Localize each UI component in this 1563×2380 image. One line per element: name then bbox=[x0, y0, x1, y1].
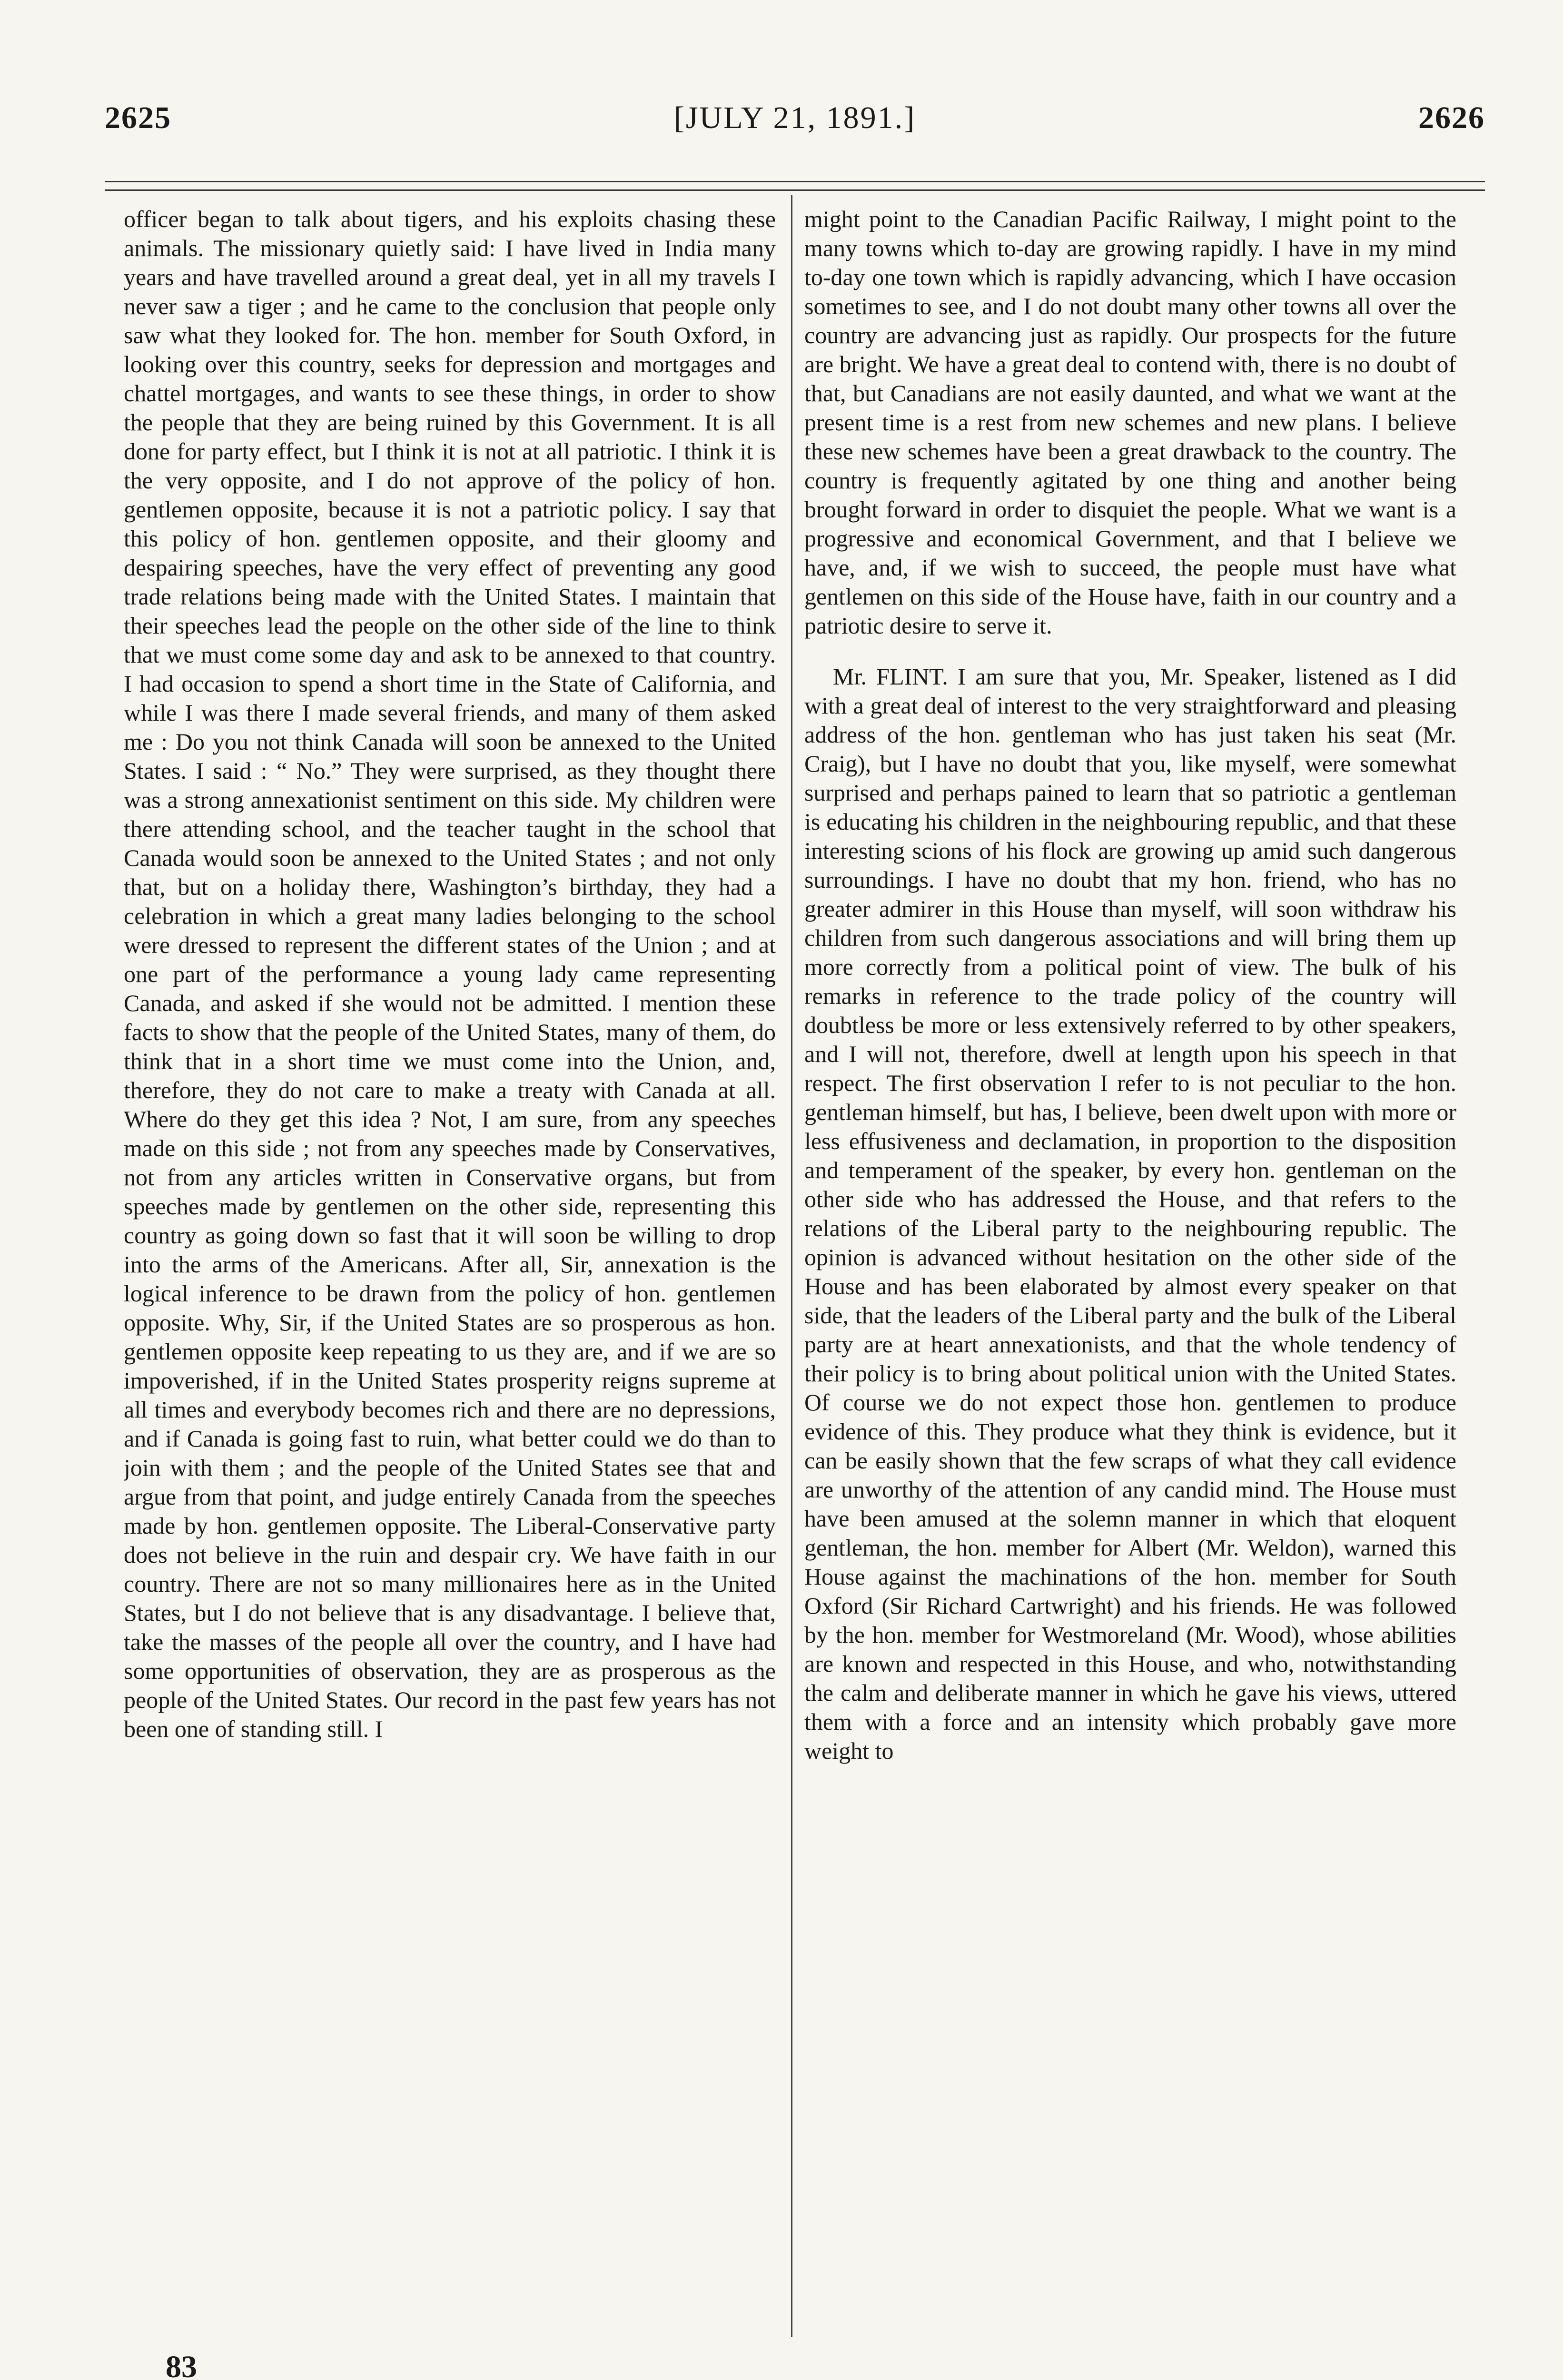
header-rule-top bbox=[105, 181, 1485, 182]
page-header bbox=[105, 100, 1485, 157]
page-number-right: 2626 bbox=[1418, 100, 1485, 135]
text-column-right bbox=[804, 205, 1456, 2347]
paragraph: might point to the Canadian Pacific Railway, I might point to the many towns which to-day are growing rapidly. I have in my mind to-day one town which is rapidly advancing, which I have occasion sometimes to see, and I do not doubt many other towns all over the country are advancing just as rapidly. Our prospects for the future are bright. We have a great deal to contend with, there is no doubt of that, but Canadians are not easily daunted, and what we want at the present time is a rest from new schemes and new plans. I believe these new schemes have been a great drawback to the country. The country is frequently agitated by one thing and another being brought forward in order to disquiet the people. What we want is a progressive and economical Government, and that I believe we have, and, if we wish to succeed, the people must have what gentlemen on this side of the House have, faith in our country and a patriotic desire to serve it. bbox=[804, 206, 1456, 639]
text-column-left bbox=[124, 205, 776, 2347]
signature-number: 83 bbox=[166, 2350, 197, 2380]
header-rule-bottom bbox=[105, 189, 1485, 191]
paragraph: Mr. FLINT. I am sure that you, Mr. Speaker, listened as I did with a great deal of interest to the very straightforward and pleasing address of the hon. gentleman who has just taken his seat (Mr. Craig), but I have no doubt that you, like myself, were somewhat surprised and perhaps pained to learn that so patriotic a gentleman is educating his children in the neighbouring republic, and that these interesting scions of his flock are growing up amid such dangerous surroundings. I have no doubt that my hon. friend, who has no greater admirer in this House than myself, will soon withdraw his children from such dangerous associations and will bring them up more correctly from a political point of view. The bulk of his remarks in reference to the trade policy of the country will doubtless be more or less extensively referred to by other speakers, and I will not, therefore, dwell at length upon his speech in that respect. The first observation I refer to is not peculiar to the hon. gentleman himself, but has, I believe, been dwelt upon with more or less effusiveness and declamation, in proportion to the disposition and temperament of the speaker, by every hon. gentleman on the other side who has addressed the House, and that refers to the relations of the Liberal party to the neighbouring republic. The opinion is advanced without hesitation on the other side of the House and has been elaborated by almost every speaker on that side, that the leaders of the Liberal party and the bulk of the Liberal party are at heart annexationists, and that the whole tendency of their policy is to bring about political union with the United States. Of course we do not expect those hon. gentlemen to produce evidence of this. They produce what they think is evidence, but it can be easily shown that the few scraps of what they call evidence are unworthy of the attention of any candid mind. The House must have been amused at the solemn manner in which that eloquent gentleman, the hon. member for Albert (Mr. Weldon), warned this House against the machinations of the hon. member for South Oxford (Sir Richard Cartwright) and his friends. He was followed by the hon. member for Westmoreland (Mr. Wood), whose abilities are known and respected in this House, and who, notwithstanding the calm and deliberate manner in which he gave his views, uttered them with a force and an intensity which probably gave more weight to bbox=[804, 663, 1456, 1764]
column-divider bbox=[791, 195, 792, 2337]
page-number-left: 2625 bbox=[105, 100, 171, 135]
header-date: [JULY 21, 1891.] bbox=[673, 100, 916, 135]
paragraph: officer began to talk about tigers, and his exploits chasing these animals. The missionary quietly said: I have lived in India many years and have travelled around a great deal, yet in all my travels I never saw a tiger ; and he came to the conclusion that people only saw what they looked for. The hon. member for South Oxford, in looking over this country, seeks for depression and mortgages and chattel mortgages, and wants to see these things, in order to show the people that they are being ruined by this Government. It is all done for party effect, but I think it is not at all patriotic. I think it is the very opposite, and I do not approve of the policy of hon. gentlemen opposite, because it is not a patriotic policy. I say that this policy of hon. gentlemen opposite, and their gloomy and despairing speeches, have the very effect of preventing any good trade relations being made with the United States. I maintain that their speeches lead the people on the other side of the line to think that we must come some day and ask to be annexed to that country. I had occasion to spend a short time in the State of California, and while I was there I made several friends, and many of them asked me : Do you not think Canada will soon be annexed to the United States. I said : “ No.” They were surprised, as they thought there was a strong annexationist sentiment on this side. My children were there attending school, and the teacher taught in the school that Canada would soon be annexed to the United States ; and not only that, but on a holiday there, Washington’s birthday, they had a celebration in which a great many ladies belonging to the school were dressed to represent the different states of the Union ; and at one part of the performance a young lady came representing Canada, and asked if she would not be admitted. I mention these facts to show that the people of the United States, many of them, do think that in a short time we must come into the Union, and, therefore, they do not care to make a treaty with Canada at all. Where do they get this idea ? Not, I am sure, from any speeches made on this side ; not from any speeches made by Conservatives, not from any articles written in Conservative organs, but from speeches made by gentlemen on the other side, representing this country as going down so fast that it will soon be willing to drop into the arms of the Americans. After all, Sir, annexation is the logical inference to be drawn from the policy of hon. gentlemen opposite. Why, Sir, if the United States are so prosperous as hon. gentlemen opposite keep repeating to us they are, and if we are so impoverished, if in the United States prosperity reigns supreme at all times and everybody becomes rich and there are no depressions, and if Canada is going fast to ruin, what better could we do than to join with them ; and the people of the United States see that and argue from that point, and judge entirely Canada from the speeches made by hon. gentlemen opposite. The Liberal-Conservative party does not believe in the ruin and despair cry. We have faith in our country. There are not so many millionaires here as in the United States, but I do not believe that is any disadvantage. I believe that, take the masses of the people all over the country, and I have had some opportunities of observation, they are as prosperous as the people of the United States. Our record in the past few years has not been one of standing still. I bbox=[124, 206, 776, 1742]
